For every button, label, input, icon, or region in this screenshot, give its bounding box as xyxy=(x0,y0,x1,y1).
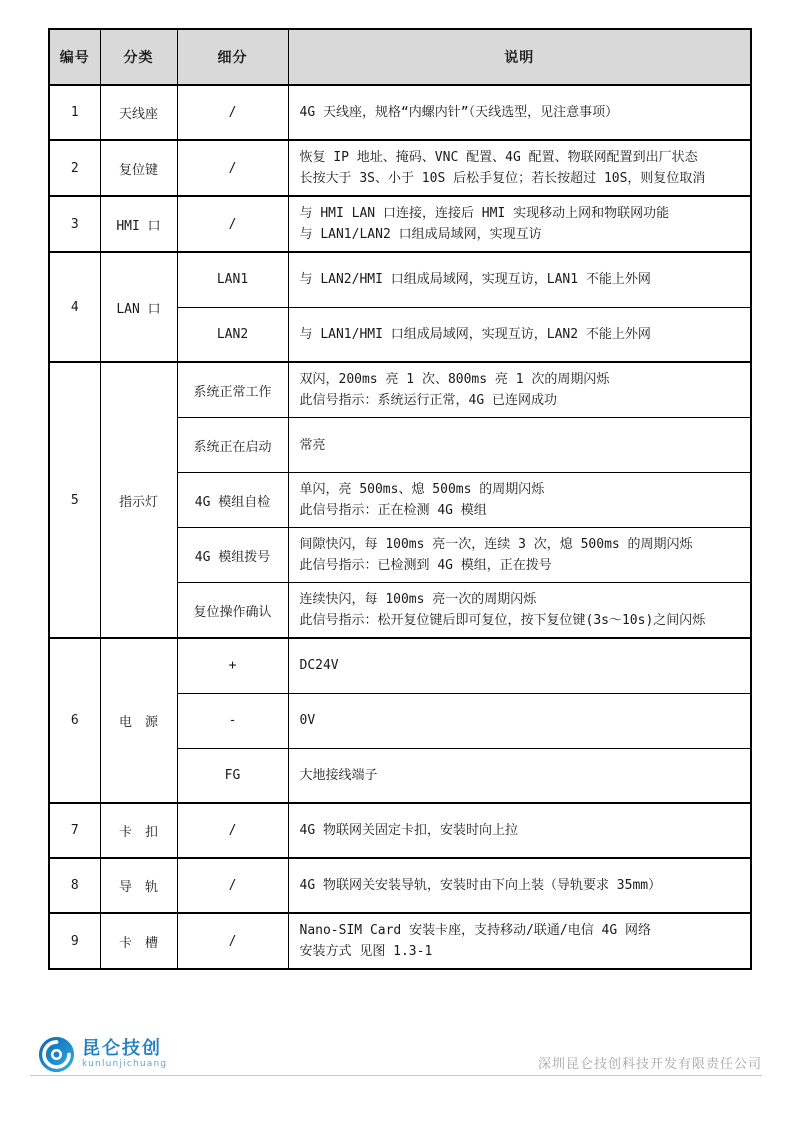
description-cell xyxy=(288,583,751,639)
description-cell xyxy=(288,748,751,803)
footer-divider xyxy=(30,1075,762,1076)
description-cell xyxy=(288,803,751,858)
gateway-spec-table xyxy=(48,28,752,970)
subdivision-cell: 4G 模组拨号 xyxy=(177,528,288,583)
row-number-cell: 7 xyxy=(49,803,100,858)
row-number-cell: 5 xyxy=(49,362,100,638)
description-cell xyxy=(288,528,751,583)
description-cell xyxy=(288,913,751,969)
table-row xyxy=(49,803,751,858)
column-header: 分类 xyxy=(100,29,177,85)
table-row xyxy=(49,638,751,693)
description-line: 连续快闪，每 100ms 亮一次的周期闪烁 xyxy=(299,592,537,607)
subdivision-cell: 4G 模组自检 xyxy=(177,473,288,528)
description-line: 单闪，亮 500ms、熄 500ms 的周期闪烁 xyxy=(299,482,545,497)
category-cell: 卡 槽 xyxy=(100,913,177,969)
subdivision-cell: / xyxy=(177,85,288,140)
description-line: 与 LAN2/HMI 口组成局域网，实现互访，LAN1 不能上外网 xyxy=(299,272,651,288)
description-cell xyxy=(288,418,751,473)
description-cell xyxy=(288,307,751,362)
table-row xyxy=(49,362,751,418)
description-line: 常亮 xyxy=(299,437,326,453)
logo-name-en: kunlunjichuang xyxy=(82,1059,168,1069)
column-header: 编号 xyxy=(49,29,100,85)
category-cell: 复位键 xyxy=(100,140,177,196)
subdivision-cell: / xyxy=(177,803,288,858)
spec-table-body xyxy=(49,85,751,969)
description-line: DC24V xyxy=(299,658,339,674)
description-cell xyxy=(288,85,751,140)
description-line: 4G 天线座，规格“内螺内针”（天线选型，见注意事项） xyxy=(299,105,619,120)
description-cell xyxy=(288,196,751,252)
description-line: 4G 物联网关安装导轨，安装时由下向上装（导轨要求 35mm） xyxy=(299,878,662,893)
description-line: 大地接线端子 xyxy=(299,767,378,783)
subdivision-cell: 复位操作确认 xyxy=(177,583,288,639)
description-cell xyxy=(288,140,751,196)
table-row xyxy=(49,858,751,913)
logo-name-cn: 昆仑技创 xyxy=(82,1038,162,1059)
description-cell xyxy=(288,858,751,913)
description-line: 间隙快闪，每 100ms 亮一次，连续 3 次，熄 500ms 的周期闪烁 xyxy=(299,537,693,552)
table-row xyxy=(49,140,751,196)
footer-company-name: 深圳昆仑技创科技开发有限责任公司 xyxy=(537,1057,762,1072)
subdivision-cell: 系统正在启动 xyxy=(177,418,288,473)
subdivision-cell: + xyxy=(177,638,288,693)
subdivision-cell: 系统正常工作 xyxy=(177,362,288,418)
company-logo xyxy=(38,1036,167,1073)
description-cell xyxy=(288,638,751,693)
description-cell xyxy=(288,362,751,418)
description-cell xyxy=(288,693,751,748)
subdivision-cell: / xyxy=(177,858,288,913)
description-line: 与 LAN1/LAN2 口组成局域网，实现互访 xyxy=(299,227,542,242)
category-cell: 天线座 xyxy=(100,85,177,140)
spec-table xyxy=(48,28,752,970)
table-row xyxy=(49,913,751,969)
column-header: 说明 xyxy=(288,29,751,85)
description-line: 此信号指示：已检测到 4G 模组，正在拨号 xyxy=(299,558,552,573)
row-number-cell: 1 xyxy=(49,85,100,140)
category-cell: 导 轨 xyxy=(100,858,177,913)
subdivision-cell: / xyxy=(177,196,288,252)
description-cell xyxy=(288,473,751,528)
header-row xyxy=(49,29,751,85)
description-line: 0V xyxy=(299,713,316,728)
subdivision-cell: / xyxy=(177,140,288,196)
column-header: 细分 xyxy=(177,29,288,85)
description-line: 与 HMI LAN 口连接，连接后 HMI 实现移动上网和物联网功能 xyxy=(299,206,670,221)
row-number-cell: 6 xyxy=(49,638,100,803)
row-number-cell: 2 xyxy=(49,140,100,196)
description-line: 此信号指示：系统运行正常，4G 已连网成功 xyxy=(299,393,557,408)
category-cell: 指示灯 xyxy=(100,362,177,638)
category-cell: LAN 口 xyxy=(100,252,177,362)
description-line: 恢复 IP 地址、掩码、VNC 配置、4G 配置、物联网配置到出厂状态 xyxy=(299,150,698,165)
description-line: 与 LAN1/HMI 口组成局域网，实现互访，LAN2 不能上外网 xyxy=(299,326,651,342)
description-cell xyxy=(288,252,751,307)
description-line: 此信号指示：松开复位键后即可复位，按下复位键(3s～10s)之间闪烁 xyxy=(299,613,706,628)
description-line: Nano-SIM Card 安装卡座，支持移动/联通/电信 4G 网络 xyxy=(299,923,652,938)
description-line: 双闪，200ms 亮 1 次、800ms 亮 1 次的周期闪烁 xyxy=(299,372,610,387)
table-row xyxy=(49,252,751,307)
category-cell: 卡 扣 xyxy=(100,803,177,858)
subdivision-cell: LAN1 xyxy=(177,252,288,307)
table-row xyxy=(49,196,751,252)
description-line: 4G 物联网关固定卡扣，安装时向上拉 xyxy=(299,823,518,838)
category-cell: HMI 口 xyxy=(100,196,177,252)
swirl-logo-icon xyxy=(38,1036,75,1073)
description-line: 安装方式 见图 1.3-1 xyxy=(299,944,433,959)
description-line: 此信号指示：正在检测 4G 模组 xyxy=(299,503,487,518)
subdivision-cell: / xyxy=(177,913,288,969)
table-row xyxy=(49,85,751,140)
row-number-cell: 8 xyxy=(49,858,100,913)
row-number-cell: 4 xyxy=(49,252,100,362)
subdivision-cell: FG xyxy=(177,748,288,803)
category-cell: 电 源 xyxy=(100,638,177,803)
subdivision-cell: - xyxy=(177,693,288,748)
row-number-cell: 3 xyxy=(49,196,100,252)
subdivision-cell: LAN2 xyxy=(177,307,288,362)
row-number-cell: 9 xyxy=(49,913,100,969)
description-line: 长按大于 3S、小于 10S 后松手复位；若长按超过 10S，则复位取消 xyxy=(299,171,706,186)
